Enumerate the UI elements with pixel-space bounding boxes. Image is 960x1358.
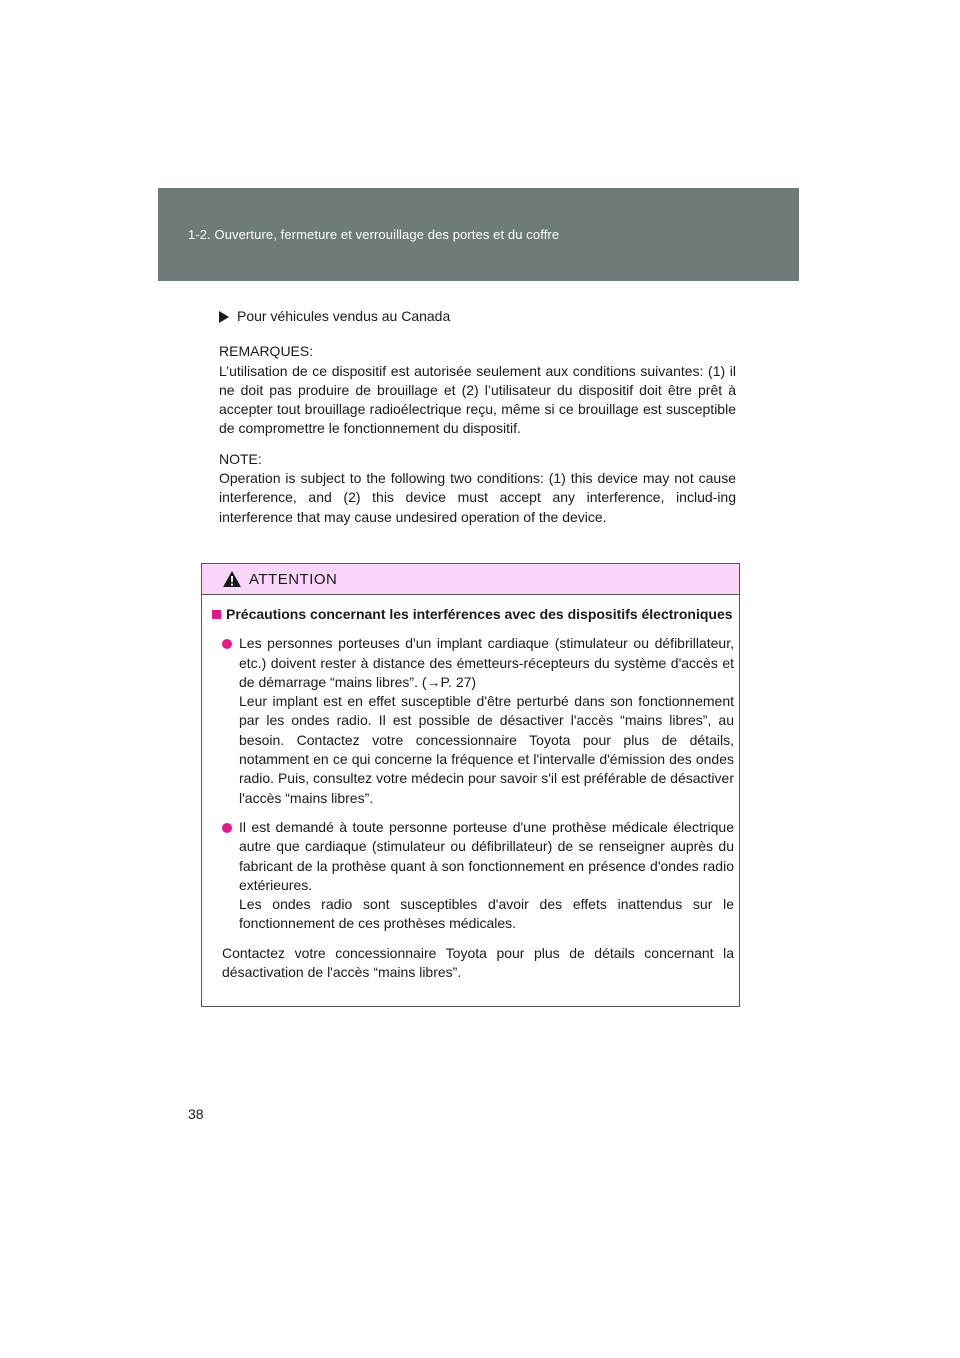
remarques-label: REMARQUES:: [219, 343, 314, 360]
note-label: NOTE:: [219, 450, 262, 467]
attention-closing: Contactez votre concessionnaire Toyota pour plus de détails concernant la désactivation de l'accès “mains libres”.: [222, 944, 734, 981]
bullet-1-line-2: Leur implant est en effet susceptible d'être perturbé dans son fonctionnement par les ondes radio. Il est possible de désactiver l'accès “mains libres”, au besoin. Contactez votre concessionnaire Toyota pour plus de détails, notamment en ce qui concerne la fréquence et l'intervalle d'émission des ondes radio. Puis, consultez votre médecin pour savoir s'il est préférable de désactiver l'accès “mains libres”.: [239, 693, 734, 806]
warning-triangle-icon: [222, 570, 242, 588]
attention-subtitle: Précautions concernant les interférences avec des dispositifs électroniques: [226, 606, 733, 622]
attention-header: [202, 564, 739, 595]
triangle-arrow-icon: [219, 311, 229, 323]
note-paragraph: [219, 450, 736, 527]
attention-bullet-1: [222, 634, 734, 808]
attention-body: [202, 595, 739, 982]
round-bullet-icon: [222, 639, 232, 649]
attention-subtitle-row: [212, 605, 734, 624]
round-bullet-icon: [222, 823, 232, 833]
section-heading: [219, 307, 736, 326]
bullet-2-line-1: Il est demandé à toute personne porteuse d'une prothèse médicale électrique autre que cardiaque (stimulateur ou défibrillateur) de se renseigner auprès du fabricant de la prothèse quant à son fonctionnement en présence d'ondes radio extérieures.: [239, 818, 734, 893]
chapter-title: 1-2. Ouverture, fermeture et verrouillage des portes et du coffre: [188, 227, 560, 242]
page-number: 38: [188, 1106, 204, 1122]
bullet-2-line-2: Les ondes radio sont susceptibles d'avoir des effets inattendus sur le fonctionnement de ces prothèses médicales.: [239, 896, 734, 932]
main-content: [219, 307, 736, 538]
attention-title: ATTENTION: [249, 570, 338, 588]
bullet-1-text: [239, 634, 734, 808]
attention-box: [201, 563, 740, 1007]
note-text: Operation is subject to the following two conditions: (1) this device may not cause interference, and (2) this device must accept any interference, includ-ing interference that may cause undesired operation of the device.: [219, 470, 736, 525]
remarques-text: L’utilisation de ce dispositif est autorisée seulement aux conditions suivantes: (1) il ne doit pas produire de brouillage et (2) l’utilisateur du dispositif doit être prêt à accepter tout brouillage radioélectrique reçu, même si ce brouillage est susceptible de compromettre le fonctionnement du dispositif.: [219, 362, 736, 437]
attention-bullet-2: [222, 818, 734, 934]
chapter-header-band: [158, 188, 799, 281]
bullet-1-line-1: Les personnes porteuses d'un implant cardiaque (stimulateur ou défibrillateur, etc.) doivent rester à distance des émetteurs-récepteurs du système d'accès et de démarrage “mains libres”. (→P. 27): [239, 635, 734, 690]
square-bullet-icon: [212, 610, 221, 619]
remarques-paragraph: [219, 342, 736, 438]
section-heading-text: Pour véhicules vendus au Canada: [237, 308, 451, 324]
bullet-2-text: [239, 818, 734, 934]
